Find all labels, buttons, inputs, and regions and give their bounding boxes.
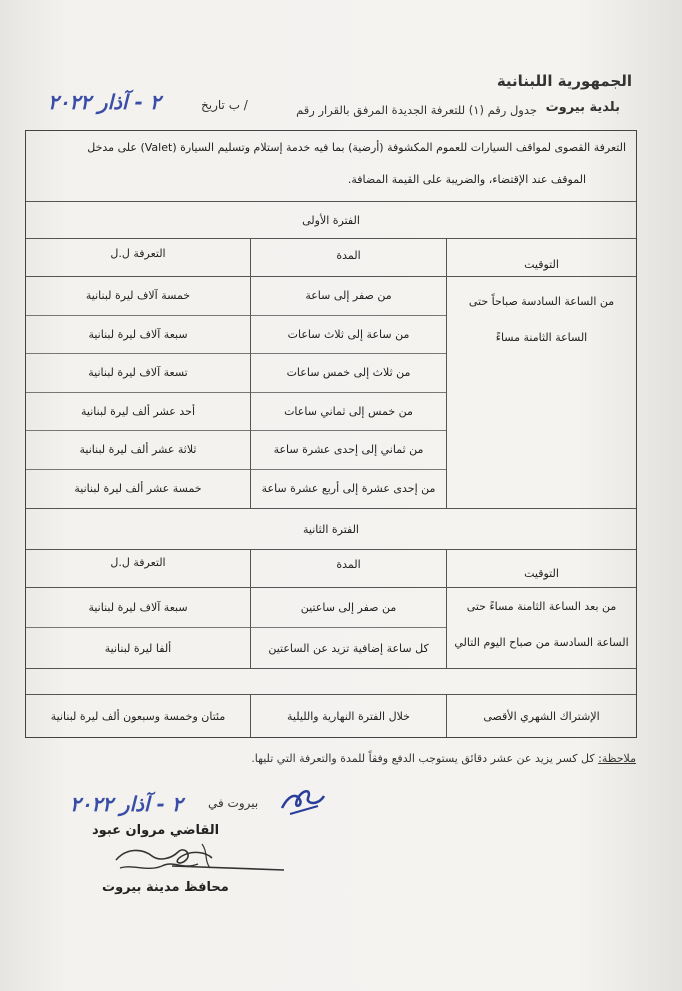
intro-line-2: الموقف عند الإقتضاء، والضريبة على القيمة المضافة. xyxy=(347,173,586,186)
table-reference: جدول رقم (١) للتعرفة الجديدة المرفق بالقرار رقم xyxy=(296,103,537,117)
table-row: من صفر إلى ساعتين xyxy=(251,588,446,628)
signature-city: بيروت في xyxy=(208,796,259,810)
table-row: تسعة آلاف ليرة لبنانية xyxy=(26,354,250,393)
municipality-title: بلدية بيروت xyxy=(545,100,620,115)
table-row: كل ساعة إضافية تزيد عن الساعتين xyxy=(268,641,429,655)
table-row: من خمس إلى ثماني ساعات xyxy=(251,393,446,432)
table-row: ألفا ليرة لبنانية xyxy=(104,641,172,655)
period-2-fees xyxy=(26,588,250,668)
period-1-time-line-1: من الساعة السادسة صباحاً حتى xyxy=(468,295,615,308)
note-line xyxy=(251,752,636,765)
table-row: سبعة آلاف ليرة لبنانية xyxy=(26,316,250,355)
tariff-table xyxy=(25,130,637,738)
date-prefix: / ب تاريخ xyxy=(201,98,248,112)
table-row: سبعة آلاف ليرة لبنانية xyxy=(26,588,250,628)
period-2-title-row xyxy=(26,509,636,550)
intro-line-1: التعرفة القصوى لمواقف السيارات للعموم المكشوفة (أرضية) بما فيه خدمة إستلام وتسليم السيارة (Valet) على مدخل xyxy=(87,141,626,154)
monthly-label: الإشتراك الشهري الأقصى xyxy=(446,695,636,737)
period-2-header-row xyxy=(26,550,636,588)
blank-row xyxy=(26,669,636,695)
governor-signature-icon xyxy=(112,838,292,884)
period-2-time-cell xyxy=(446,588,636,668)
table-row: من صفر إلى ساعة xyxy=(251,277,446,316)
period-2-durations xyxy=(250,588,446,668)
intro-text xyxy=(77,131,636,201)
period-1-col-fee: التعرفة ل.ل xyxy=(110,247,166,260)
table-row: خمسة آلاف ليرة لبنانية xyxy=(26,277,250,316)
period-1-title-row xyxy=(26,202,636,239)
intro-row xyxy=(26,131,636,202)
initials-signature-icon xyxy=(278,786,328,818)
period-2-time-line-1: من بعد الساعة الثامنة مساءً حتى xyxy=(466,600,617,613)
period-1-col-time: التوقيت xyxy=(446,239,636,276)
handwritten-date-signature: ٢ - آذار ٢٠٢٢ xyxy=(70,792,183,816)
note-label: ملاحظة: xyxy=(598,752,636,765)
monthly-row xyxy=(26,695,636,737)
period-1-header-row xyxy=(26,239,636,277)
period-2-col-fee: التعرفة ل.ل xyxy=(110,556,166,569)
period-2-col-duration: المدة xyxy=(250,550,446,587)
period-1-title: الفترة الأولى xyxy=(302,213,360,227)
monthly-period: خلال الفترة النهارية والليلية xyxy=(250,695,446,737)
period-1-time-line-2: الساعة الثامنة مساءً xyxy=(495,331,588,344)
table-row: أحد عشر ألف ليرة لبنانية xyxy=(26,393,250,432)
period-2-title: الفترة الثانية xyxy=(303,522,359,536)
judge-name: القاضي مروان عبود xyxy=(92,823,220,838)
period-2-col-time: التوقيت xyxy=(446,550,636,587)
monthly-fee: مئتان وخمسة وسبعون ألف ليرة لبنانية xyxy=(50,709,226,723)
governor-title: محافظ مدينة بيروت xyxy=(102,880,229,895)
handwritten-date-header: ٢ - آذار ٢٠٢٢ xyxy=(48,90,161,114)
period-1-durations xyxy=(250,277,446,508)
period-1-body xyxy=(26,277,636,509)
table-row: من ثماني إلى إحدى عشرة ساعة xyxy=(251,431,446,470)
period-2-body xyxy=(26,588,636,669)
table-row: خمسة عشر ألف ليرة لبنانية xyxy=(74,482,202,496)
table-row: من ساعة إلى ثلاث ساعات xyxy=(251,316,446,355)
period-1-col-duration: المدة xyxy=(250,239,446,276)
table-row: من ثلاث إلى خمس ساعات xyxy=(251,354,446,393)
period-1-fees xyxy=(26,277,250,508)
period-2-time-line-2: الساعة السادسة من صباح اليوم التالي xyxy=(454,636,629,649)
republic-title: الجمهورية اللبنانية xyxy=(496,72,632,90)
table-row: من إحدى عشرة إلى أربع عشرة ساعة xyxy=(261,482,436,496)
note-text: كل كسر يزيد عن عشر دقائق يستوجب الدفع وفقاً للمدة والتعرفة التي تليها. xyxy=(251,752,599,765)
period-1-time-cell xyxy=(446,277,636,508)
table-row: ثلاثة عشر ألف ليرة لبنانية xyxy=(26,431,250,470)
